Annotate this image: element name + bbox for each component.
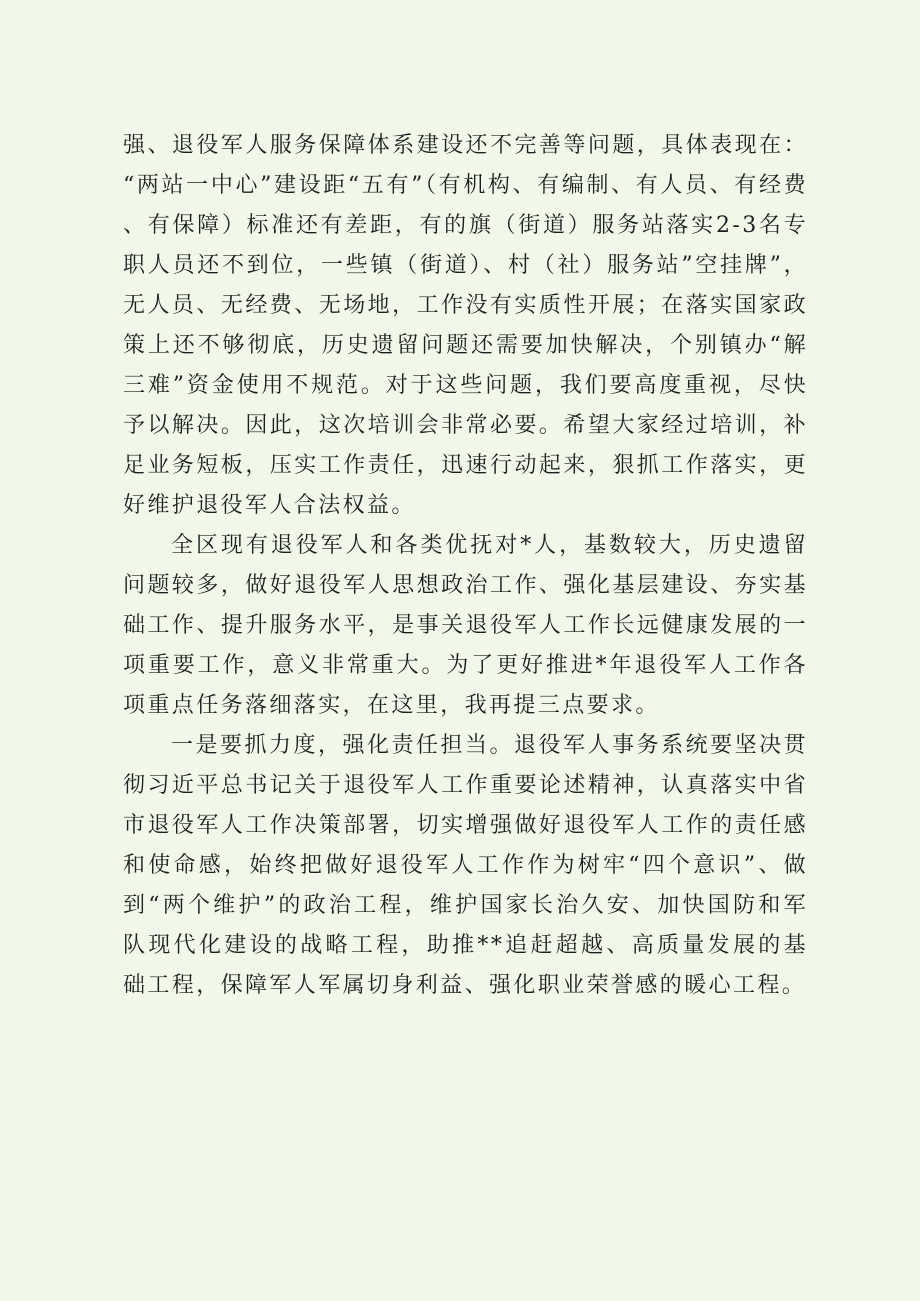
- paragraph-continuation: 强、退役军人服务保障体系建设还不完善等问题，具体表现在：“两站一中心”建设距“五有”（有机构、有编制、有人员、有经费、有保障）标准还有差距，有的旗（街道）服务站落实2-3名专职人员还不到位，一些镇（街道）、村（社）服务站”空挂牌”，无人员、无经费、无场地，工作没有实质性开展；在落实国家政策上还不够彻底，历史遗留问题还需要加快解决，个别镇办“解三难”资金使用不规范。对于这些问题，我们要高度重视，尽快予以解决。因此，这次培训会非常必要。希望大家经过培训，补足业务短板，压实工作责任，迅速行动起来，狠抓工作落实，更好维护退役军人合法权益。: [123, 133, 808, 518]
- paragraph-overview: 全区现有退役军人和各类优抚对*人，基数较大，历史遗留问题较多，做好退役军人思想政治工作、强化基层建设、夯实基础工作、提升服务水平，是事关退役军人工作长远健康发展的一项重要工作，意义非常重大。为了更好推进*年退役军人工作各项重点任务落细落实，在这里，我再提三点要求。: [123, 533, 808, 718]
- paragraph-requirement-one: 一是要抓力度，强化责任担当。退役军人事务系统要坚决贯彻习近平总书记关于退役军人工作重要论述精神，认真落实中省市退役军人工作决策部署，切实增强做好退役军人工作的责任感和使命感，始终把做好退役军人工作作为树牢“四个意识”、做到“两个维护”的政治工程，维护国家长治久安、加快国防和军队现代化建设的战略工程，助推**追赶超越、高质量发展的基础工程，保障军人军属切身利益、强化职业荣誉感的暖心工程。: [123, 733, 808, 998]
